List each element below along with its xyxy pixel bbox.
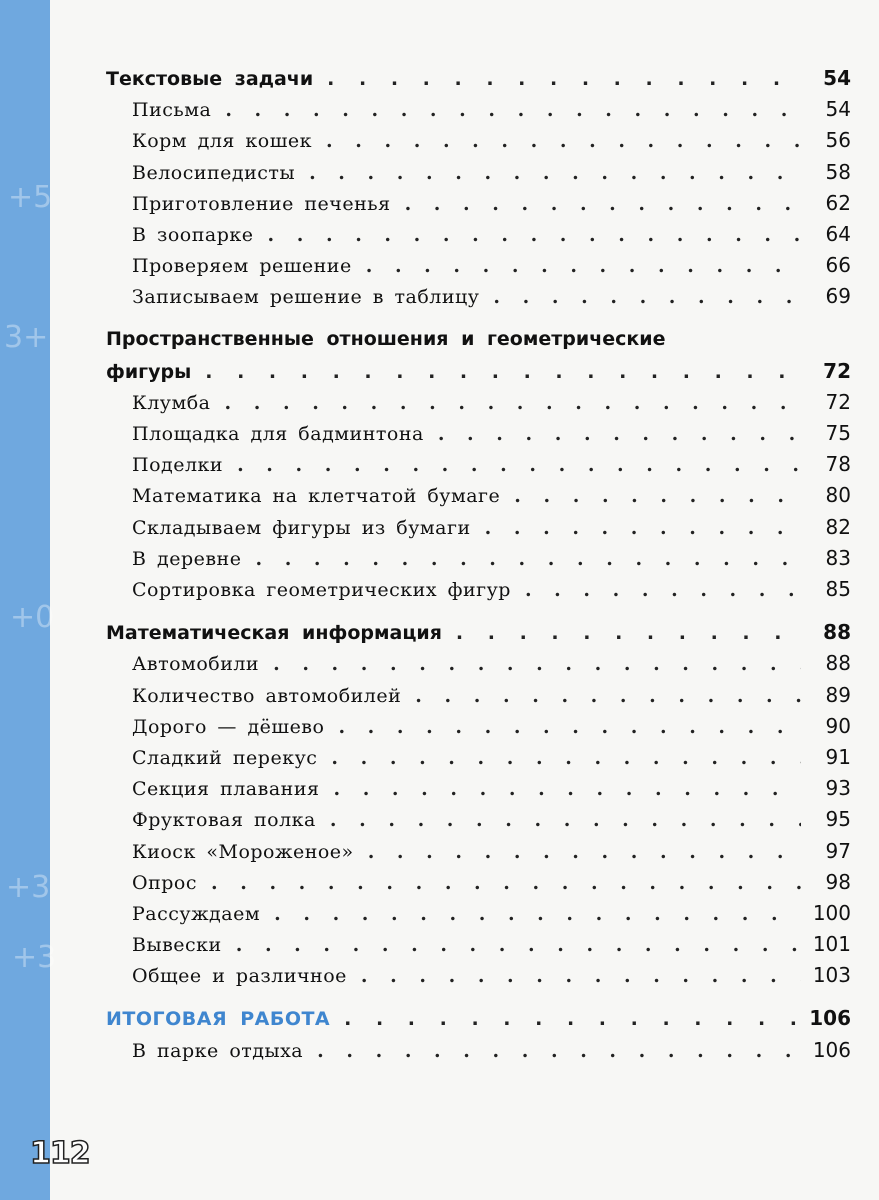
toc-item[interactable] <box>106 253 851 284</box>
toc-section-text-problems[interactable] <box>106 66 851 97</box>
toc-item-label: Рассуждаем <box>132 902 261 925</box>
toc-item-label: Вывески <box>132 934 222 957</box>
dot-leader <box>268 224 801 246</box>
toc-item[interactable] <box>106 683 851 714</box>
dot-leader <box>368 841 801 863</box>
toc-item[interactable] <box>106 714 851 745</box>
toc-item-page: 103 <box>812 963 851 988</box>
toc-item[interactable] <box>106 160 851 191</box>
decorative-sketch-icon: +5 <box>8 180 53 215</box>
toc-item-label: Проверяем решение <box>132 255 352 278</box>
toc-item[interactable] <box>106 776 851 807</box>
dot-leader <box>211 872 801 894</box>
dot-leader <box>237 454 801 476</box>
toc-item[interactable] <box>106 191 851 222</box>
toc-item-page: 80 <box>825 483 851 508</box>
toc-section-math-information[interactable] <box>106 620 851 651</box>
toc-item[interactable] <box>106 932 851 963</box>
toc-item[interactable] <box>106 390 851 421</box>
toc-item-label: Автомобили <box>132 653 260 676</box>
dot-leader <box>330 809 801 831</box>
toc-item[interactable] <box>106 421 851 452</box>
toc-item[interactable] <box>106 963 851 994</box>
toc-item[interactable] <box>106 901 851 932</box>
dot-leader <box>485 517 801 539</box>
dot-leader <box>327 68 801 90</box>
toc-item-page: 91 <box>825 744 851 769</box>
decorative-sketch-icon: +0 <box>10 600 55 635</box>
section-title-continuation: фигуры <box>106 360 192 383</box>
dot-leader <box>326 130 801 152</box>
section-page: 88 <box>823 620 851 645</box>
toc-item-label: Количество автомобилей <box>132 684 402 707</box>
toc-item-label: Велосипедисты <box>132 161 296 184</box>
toc-item-page: 89 <box>825 682 851 707</box>
toc-item-page: 85 <box>825 577 851 601</box>
toc-item-label: Записываем решение в таблицу <box>132 286 480 309</box>
toc-item[interactable] <box>106 807 851 838</box>
toc-section-final-work[interactable] <box>106 1006 851 1037</box>
toc-item-label: Площадка для бадминтона <box>132 423 424 446</box>
toc-item-page: 88 <box>825 651 851 676</box>
table-of-contents <box>106 66 851 1069</box>
toc-item-page: 64 <box>825 221 851 246</box>
toc-item-page: 93 <box>825 776 851 801</box>
toc-item[interactable] <box>106 284 851 315</box>
dot-leader <box>405 193 801 215</box>
toc-item[interactable] <box>106 1038 851 1069</box>
toc-item-page: 72 <box>825 389 851 414</box>
toc-item-page: 95 <box>825 807 851 832</box>
toc-item-label: Киоск «Мороженое» <box>132 840 354 863</box>
toc-item[interactable] <box>106 97 851 128</box>
toc-item-page: 69 <box>825 284 851 309</box>
toc-item-page: 54 <box>825 97 851 122</box>
toc-item-page: 97 <box>825 838 851 863</box>
toc-item-label: Сладкий перекус <box>132 746 318 769</box>
toc-section-spatial[interactable] <box>106 359 851 390</box>
toc-item[interactable] <box>106 128 851 159</box>
page-number: 112 <box>30 1136 90 1171</box>
toc-item-page: 106 <box>812 1037 851 1062</box>
dot-leader <box>273 653 801 675</box>
dot-leader <box>255 548 801 570</box>
toc-item[interactable] <box>106 870 851 901</box>
toc-item[interactable] <box>106 651 851 682</box>
toc-item-page: 66 <box>825 253 851 278</box>
toc-item-page: 82 <box>825 514 851 539</box>
toc-item-label: Секция плавания <box>132 778 320 801</box>
dot-leader <box>331 747 801 769</box>
toc-item-label: Математика на клетчатой бумаге <box>132 485 501 508</box>
toc-item-label: Сортировка геометрических фигур <box>132 579 511 601</box>
toc-item-label: Клумба <box>132 391 211 414</box>
toc-item-label: В парке отдыха <box>132 1039 304 1062</box>
section-title: Текстовые задачи <box>106 68 314 90</box>
toc-item-label: Складываем фигуры из бумаги <box>132 516 471 539</box>
dot-leader <box>338 716 801 738</box>
toc-item[interactable] <box>106 745 851 776</box>
toc-item-label: В деревне <box>132 547 242 570</box>
dot-leader <box>456 622 801 644</box>
toc-item[interactable] <box>106 222 851 253</box>
dot-leader <box>225 392 802 414</box>
dot-leader <box>317 1040 801 1062</box>
toc-item-label: Опрос <box>132 871 197 894</box>
toc-item-label: Дорого — дёшево <box>132 715 325 738</box>
decorative-sketch-icon: 3+ <box>4 320 49 355</box>
toc-item-page: 78 <box>825 452 851 477</box>
dot-leader <box>344 1008 799 1030</box>
dot-leader <box>274 903 801 925</box>
toc-item[interactable] <box>106 452 851 483</box>
dot-leader <box>236 934 801 956</box>
toc-item-page: 101 <box>812 932 851 957</box>
dot-leader <box>415 685 801 707</box>
toc-item-page: 100 <box>812 900 851 925</box>
toc-item-label: Поделки <box>132 454 224 477</box>
toc-item[interactable] <box>106 577 851 608</box>
toc-item[interactable] <box>106 515 851 546</box>
toc-item-label: Фруктовая полка <box>132 809 316 832</box>
toc-item-page: 58 <box>825 159 851 184</box>
toc-item-label: Общее и различное <box>132 965 347 988</box>
toc-item-page: 83 <box>825 545 851 570</box>
section-page: 106 <box>809 1006 851 1031</box>
dot-leader <box>438 423 801 445</box>
toc-item-page: 62 <box>825 190 851 215</box>
toc-item[interactable] <box>106 483 851 514</box>
toc-item-label: Корм для кошек <box>132 130 313 153</box>
dot-leader <box>366 255 801 277</box>
dot-leader <box>493 286 801 308</box>
section-title: Пространственные отношения и геометрические <box>106 327 666 350</box>
section-title: Математическая информация <box>106 622 442 645</box>
toc-item-page: 98 <box>825 869 851 894</box>
dot-leader <box>309 162 801 184</box>
toc-item-page: 75 <box>825 421 851 446</box>
dot-leader <box>205 361 801 383</box>
decorative-sketch-icon: +3 <box>12 940 57 975</box>
toc-item-label: В зоопарке <box>132 223 254 246</box>
toc-item-label: Приготовление печенья <box>132 192 391 215</box>
toc-item[interactable] <box>106 839 851 870</box>
toc-item[interactable] <box>106 546 851 577</box>
dot-leader <box>514 485 801 507</box>
section-page: 54 <box>823 66 851 90</box>
section-page: 72 <box>823 358 851 383</box>
toc-item-page: 90 <box>825 713 851 738</box>
dot-leader <box>525 579 801 601</box>
left-color-stripe <box>0 0 57 1200</box>
toc-section-spatial-title-line1[interactable] <box>106 328 851 359</box>
section-title: ИТОГОВАЯ РАБОТА <box>106 1008 331 1031</box>
dot-leader <box>225 99 801 121</box>
decorative-sketch-icon: +3 <box>6 870 51 905</box>
dot-leader <box>333 778 801 800</box>
toc-item-page: 56 <box>825 128 851 153</box>
dot-leader <box>361 965 801 987</box>
toc-item-label: Письма <box>132 99 212 122</box>
